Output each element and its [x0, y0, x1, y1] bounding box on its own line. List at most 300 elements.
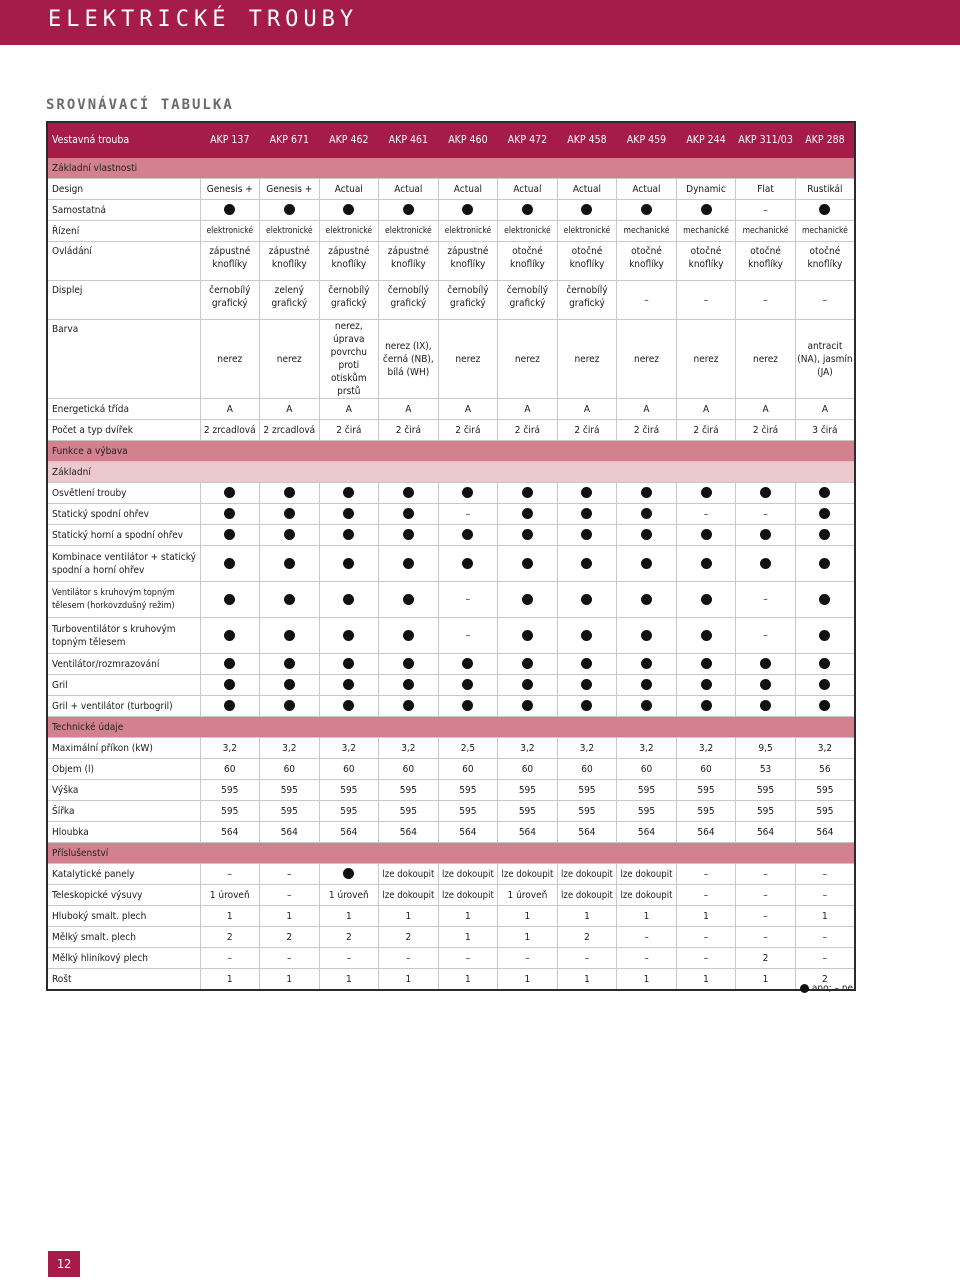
table-row [47, 759, 855, 780]
value-cell: 2,5 [438, 738, 498, 759]
value-cell: zápustné knoflíky [200, 242, 260, 281]
value-cell: otočné knoflíky [498, 242, 558, 281]
yes-dot-icon [522, 658, 533, 669]
yes-dot-icon [581, 508, 592, 519]
no-cell: – [260, 864, 320, 885]
value-cell: lze dokoupit [498, 864, 558, 885]
value-cell: 3 čirá [795, 420, 855, 441]
yes-dot-icon [641, 658, 652, 669]
value-cell: 564 [379, 822, 439, 843]
value-cell: 60 [557, 759, 617, 780]
value-cell: lze dokoupit [379, 885, 439, 906]
yes-dot-icon [760, 529, 771, 540]
no-cell: – [676, 927, 736, 948]
value-cell: 2 čirá [736, 420, 796, 441]
no-cell: – [736, 504, 796, 525]
value-cell: mechanické [617, 221, 677, 242]
yes-cell [795, 546, 855, 582]
row-label: Objem (l) [47, 759, 200, 780]
value-cell: elektronické [379, 221, 439, 242]
yes-cell [200, 675, 260, 696]
yes-cell [498, 504, 558, 525]
yes-dot-icon [641, 700, 652, 711]
value-cell: 60 [617, 759, 677, 780]
value-cell: Actual [319, 179, 379, 200]
value-cell: zápustné knoflíky [319, 242, 379, 281]
yes-dot-icon [284, 558, 295, 569]
table-row [47, 885, 855, 906]
yes-dot-icon [343, 558, 354, 569]
value-cell: Flat [736, 179, 796, 200]
no-cell: – [676, 948, 736, 969]
value-cell: 3,2 [617, 738, 677, 759]
row-label: Gril [47, 675, 200, 696]
yes-dot-icon [343, 658, 354, 669]
value-cell: zápustné knoflíky [260, 242, 320, 281]
row-label: Teleskopické výsuvy [47, 885, 200, 906]
yes-dot-icon [284, 594, 295, 605]
value-cell: 3,2 [200, 738, 260, 759]
value-cell: Actual [379, 179, 439, 200]
value-cell: A [557, 399, 617, 420]
yes-cell [200, 618, 260, 654]
model-header: AKP 461 [379, 122, 439, 158]
no-cell: – [736, 200, 796, 221]
yes-cell [736, 654, 796, 675]
model-header: AKP 288 [795, 122, 855, 158]
yes-dot-icon [819, 529, 830, 540]
legend [800, 983, 853, 994]
yes-cell [319, 864, 379, 885]
yes-dot-icon [284, 529, 295, 540]
value-cell: 595 [260, 801, 320, 822]
value-cell: 1 úroveň [319, 885, 379, 906]
no-cell: – [200, 864, 260, 885]
table-row [47, 864, 855, 885]
value-cell: 595 [200, 780, 260, 801]
value-cell: elektronické [498, 221, 558, 242]
yes-cell [260, 546, 320, 582]
value-cell: zelený grafický [260, 281, 320, 320]
page-title: ELEKTRICKÉ TROUBY [48, 7, 359, 32]
yes-dot-icon [284, 508, 295, 519]
yes-dot-icon [760, 700, 771, 711]
yes-cell [557, 546, 617, 582]
yes-dot-icon [581, 679, 592, 690]
value-cell: Actual [438, 179, 498, 200]
yes-dot-icon [343, 508, 354, 519]
no-cell: – [260, 948, 320, 969]
yes-dot-icon [641, 487, 652, 498]
table-row [47, 618, 855, 654]
value-cell: 2 zrcadlová [200, 420, 260, 441]
row-label: Počet a typ dvířek [47, 420, 200, 441]
value-cell: 2 [736, 948, 796, 969]
yes-cell [795, 483, 855, 504]
no-cell: – [617, 927, 677, 948]
value-cell: 1 [498, 969, 558, 991]
yes-cell [260, 483, 320, 504]
value-cell: 60 [260, 759, 320, 780]
table-row [47, 654, 855, 675]
no-cell: – [736, 582, 796, 618]
yes-cell [319, 618, 379, 654]
yes-cell [736, 675, 796, 696]
value-cell: A [200, 399, 260, 420]
yes-cell [557, 525, 617, 546]
row-label: Katalytické panely [47, 864, 200, 885]
no-cell: – [438, 504, 498, 525]
value-cell: A [676, 399, 736, 420]
yes-cell [200, 504, 260, 525]
yes-dot-icon [819, 594, 830, 605]
yes-cell [260, 675, 320, 696]
yes-dot-icon [701, 594, 712, 605]
yes-cell [795, 654, 855, 675]
value-cell: 2 čirá [379, 420, 439, 441]
yes-cell [557, 582, 617, 618]
value-cell: černobílý grafický [319, 281, 379, 320]
value-cell: 564 [498, 822, 558, 843]
yes-dot-icon [641, 558, 652, 569]
section-row [47, 717, 855, 738]
yes-cell [260, 525, 320, 546]
value-cell: 2 čirá [498, 420, 558, 441]
yes-cell [617, 200, 677, 221]
yes-dot-icon [343, 868, 354, 879]
yes-dot-icon [819, 658, 830, 669]
value-cell: 2 čirá [319, 420, 379, 441]
value-cell: 564 [260, 822, 320, 843]
yes-dot-icon [581, 204, 592, 215]
row-label: Rošt [47, 969, 200, 991]
comparison-table [46, 121, 856, 991]
yes-dot-icon [343, 679, 354, 690]
yes-cell [795, 696, 855, 717]
yes-cell [319, 483, 379, 504]
value-cell: 595 [736, 780, 796, 801]
yes-dot-icon [760, 487, 771, 498]
yes-cell [795, 525, 855, 546]
yes-cell [260, 582, 320, 618]
yes-dot-icon [343, 529, 354, 540]
yes-dot-icon [581, 594, 592, 605]
yes-cell [379, 582, 439, 618]
value-cell: 2 [260, 927, 320, 948]
yes-cell [736, 483, 796, 504]
value-cell: 564 [200, 822, 260, 843]
value-cell: A [617, 399, 677, 420]
table-row [47, 546, 855, 582]
yes-dot-icon [462, 700, 473, 711]
model-header: AKP 458 [557, 122, 617, 158]
yes-dot-icon [224, 630, 235, 641]
yes-cell [260, 504, 320, 525]
yes-cell [557, 696, 617, 717]
yes-cell [379, 525, 439, 546]
row-label: Mělký smalt. plech [47, 927, 200, 948]
value-cell: nerez (IX), černá (NB), bílá (WH) [379, 320, 439, 399]
yes-dot-icon [581, 487, 592, 498]
yes-dot-icon [284, 204, 295, 215]
yes-dot-icon [581, 529, 592, 540]
yes-dot-icon [284, 700, 295, 711]
no-cell: – [736, 281, 796, 320]
table-row [47, 320, 855, 399]
section-subtitle: SROVNÁVACÍ TABULKA [46, 97, 234, 113]
no-cell: – [736, 927, 796, 948]
value-cell: 595 [617, 780, 677, 801]
yes-dot-icon [641, 630, 652, 641]
yes-dot-icon [224, 487, 235, 498]
yes-dot-icon [403, 658, 414, 669]
value-cell: 1 [438, 906, 498, 927]
no-cell: – [795, 885, 855, 906]
no-cell: – [736, 906, 796, 927]
yes-dot-icon [701, 529, 712, 540]
yes-dot-icon [522, 487, 533, 498]
yes-cell [379, 618, 439, 654]
table-row [47, 906, 855, 927]
value-cell: nerez [498, 320, 558, 399]
yes-cell [379, 654, 439, 675]
value-cell: mechanické [795, 221, 855, 242]
value-cell: 1 [617, 969, 677, 991]
no-cell: – [676, 504, 736, 525]
model-header: AKP 472 [498, 122, 558, 158]
yes-dot-icon [224, 558, 235, 569]
yes-dot-icon [462, 558, 473, 569]
value-cell: A [736, 399, 796, 420]
yes-dot-icon [462, 529, 473, 540]
row-label: Statický horní a spodní ohřev [47, 525, 200, 546]
yes-dot-icon [760, 558, 771, 569]
yes-cell [676, 654, 736, 675]
value-cell: 56 [795, 759, 855, 780]
value-cell: 1 [676, 906, 736, 927]
yes-cell [557, 483, 617, 504]
yes-cell [498, 546, 558, 582]
value-cell: lze dokoupit [557, 885, 617, 906]
value-cell: 9,5 [736, 738, 796, 759]
value-cell: 1 [260, 906, 320, 927]
value-cell: 595 [795, 780, 855, 801]
value-cell: 2 zrcadlová [260, 420, 320, 441]
no-cell: – [795, 864, 855, 885]
yes-cell [319, 654, 379, 675]
value-cell: otočné knoflíky [795, 242, 855, 281]
yes-cell [498, 525, 558, 546]
no-cell: – [676, 281, 736, 320]
row-label: Maximální příkon (kW) [47, 738, 200, 759]
table-row [47, 969, 855, 991]
yes-cell [557, 654, 617, 675]
value-cell: 595 [438, 780, 498, 801]
yes-dot-icon [224, 508, 235, 519]
value-cell: Genesis + [260, 179, 320, 200]
yes-dot-icon [581, 558, 592, 569]
table-row [47, 242, 855, 281]
yes-cell [617, 525, 677, 546]
yes-dot-icon [819, 700, 830, 711]
yes-cell [736, 525, 796, 546]
no-cell: – [438, 618, 498, 654]
value-cell: 564 [736, 822, 796, 843]
yes-dot-icon [522, 508, 533, 519]
yes-cell [676, 200, 736, 221]
value-cell: zápustné knoflíky [438, 242, 498, 281]
row-label: Výška [47, 780, 200, 801]
yes-cell [676, 483, 736, 504]
no-cell: – [557, 948, 617, 969]
value-cell: Genesis + [200, 179, 260, 200]
yes-dot-icon [224, 529, 235, 540]
value-cell: 595 [676, 801, 736, 822]
table-row [47, 420, 855, 441]
value-cell: A [498, 399, 558, 420]
yes-cell [319, 546, 379, 582]
table-row [47, 582, 855, 618]
no-cell: – [617, 281, 677, 320]
no-cell: – [319, 948, 379, 969]
yes-cell [795, 582, 855, 618]
yes-cell [200, 654, 260, 675]
yes-dot-icon [403, 204, 414, 215]
yes-dot-icon [462, 204, 473, 215]
model-header: AKP 137 [200, 122, 260, 158]
value-cell: 564 [795, 822, 855, 843]
yes-cell [676, 525, 736, 546]
section-label: Funkce a výbava [47, 441, 855, 462]
page-number: 12 [48, 1251, 80, 1277]
value-cell: černobílý grafický [200, 281, 260, 320]
value-cell: 1 [319, 969, 379, 991]
yes-dot-icon [819, 630, 830, 641]
yes-dot-icon [343, 630, 354, 641]
value-cell: 564 [319, 822, 379, 843]
yes-cell [319, 504, 379, 525]
yes-dot-icon [701, 700, 712, 711]
yes-cell [260, 200, 320, 221]
value-cell: 3,2 [498, 738, 558, 759]
value-cell: 3,2 [557, 738, 617, 759]
yes-cell [676, 618, 736, 654]
value-cell: 595 [498, 801, 558, 822]
value-cell: A [379, 399, 439, 420]
yes-cell [319, 696, 379, 717]
yes-dot-icon [760, 658, 771, 669]
value-cell: 595 [379, 780, 439, 801]
value-cell: 2 čirá [617, 420, 677, 441]
value-cell: 60 [200, 759, 260, 780]
yes-dot-icon [800, 984, 809, 993]
table-row [47, 179, 855, 200]
value-cell: 1 [379, 969, 439, 991]
yes-dot-icon [819, 204, 830, 215]
model-header: AKP 244 [676, 122, 736, 158]
no-cell: – [617, 948, 677, 969]
value-cell: 2 [200, 927, 260, 948]
yes-cell [557, 200, 617, 221]
section-label: Příslušenství [47, 843, 855, 864]
value-cell: 595 [319, 801, 379, 822]
yes-cell [379, 696, 439, 717]
header-bar [0, 0, 960, 45]
yes-cell [617, 654, 677, 675]
yes-dot-icon [343, 594, 354, 605]
table-row [47, 200, 855, 221]
yes-dot-icon [403, 487, 414, 498]
table-row [47, 504, 855, 525]
no-cell: – [795, 927, 855, 948]
row-label: Displej [47, 281, 200, 320]
value-cell: 1 [557, 906, 617, 927]
value-cell: 564 [438, 822, 498, 843]
value-cell: zápustné knoflíky [379, 242, 439, 281]
yes-dot-icon [760, 679, 771, 690]
yes-dot-icon [284, 679, 295, 690]
value-cell: 2 [319, 927, 379, 948]
yes-dot-icon [581, 630, 592, 641]
value-cell: 1 [379, 906, 439, 927]
yes-cell [438, 696, 498, 717]
yes-dot-icon [462, 487, 473, 498]
model-header: AKP 459 [617, 122, 677, 158]
yes-dot-icon [701, 487, 712, 498]
yes-cell [438, 675, 498, 696]
yes-cell [498, 675, 558, 696]
row-label: Gril + ventilátor (turbogril) [47, 696, 200, 717]
table-row [47, 927, 855, 948]
yes-cell [379, 504, 439, 525]
row-label: Barva [47, 320, 200, 399]
value-cell: otočné knoflíky [676, 242, 736, 281]
yes-cell [498, 200, 558, 221]
yes-cell [200, 546, 260, 582]
yes-cell [498, 696, 558, 717]
value-cell: nerez [438, 320, 498, 399]
yes-cell [438, 200, 498, 221]
value-cell: 3,2 [260, 738, 320, 759]
value-cell: černobílý grafický [557, 281, 617, 320]
yes-cell [676, 546, 736, 582]
yes-cell [617, 675, 677, 696]
yes-cell [795, 618, 855, 654]
value-cell: mechanické [736, 221, 796, 242]
value-cell: Actual [557, 179, 617, 200]
value-cell: 3,2 [676, 738, 736, 759]
value-cell: nerez [676, 320, 736, 399]
no-cell: – [736, 885, 796, 906]
yes-dot-icon [403, 679, 414, 690]
value-cell: černobílý grafický [379, 281, 439, 320]
yes-cell [200, 696, 260, 717]
row-label: Energetická třída [47, 399, 200, 420]
no-cell: – [795, 948, 855, 969]
legend-no: ne [841, 983, 854, 994]
value-cell: 595 [557, 780, 617, 801]
header-label: Vestavná trouba [47, 122, 200, 158]
no-cell: – [498, 948, 558, 969]
yes-cell [319, 582, 379, 618]
yes-cell [795, 504, 855, 525]
yes-cell [617, 582, 677, 618]
yes-dot-icon [701, 630, 712, 641]
subsection-row [47, 462, 855, 483]
value-cell: elektronické [260, 221, 320, 242]
row-label: Hluboký smalt. plech [47, 906, 200, 927]
value-cell: 60 [319, 759, 379, 780]
